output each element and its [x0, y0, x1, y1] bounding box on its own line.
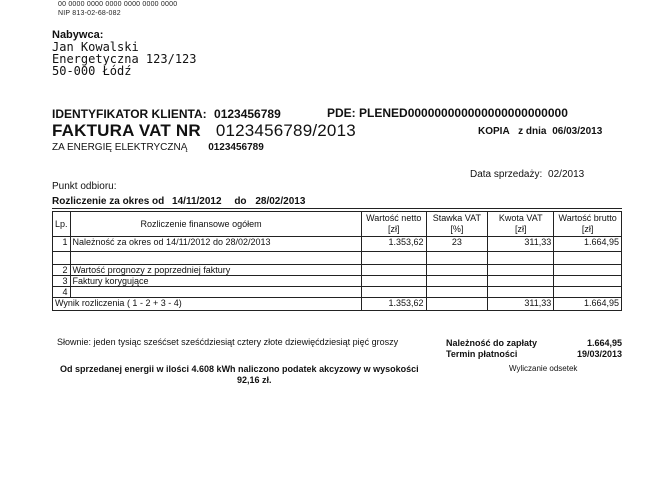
- header-kwota-unit: [zł]: [515, 224, 527, 234]
- interest-calculation-label: Wyliczanie odsetek: [509, 364, 578, 373]
- table-row: [53, 237, 622, 252]
- copy-date-row: [478, 126, 602, 137]
- row-netto: 1.353,62: [361, 237, 426, 252]
- copy-label: KOPIA: [478, 126, 510, 137]
- header-netto-unit: [zł]: [387, 224, 400, 234]
- row-lp: 3: [53, 276, 71, 287]
- billing-period-row: [52, 196, 305, 207]
- table-row: [53, 265, 622, 276]
- invoice-subject-row: [52, 142, 264, 153]
- header-netto-label: Wartość netto: [366, 213, 422, 223]
- pde-label: PDE:: [327, 106, 356, 120]
- header-kwota-label: Kwota VAT: [498, 213, 543, 223]
- invoice-subject-number: 0123456789: [208, 142, 264, 153]
- sale-date-row: [470, 169, 584, 180]
- period-divider: [52, 208, 622, 209]
- header-lp: Lp.: [53, 212, 71, 237]
- row-lp: 2: [53, 265, 71, 276]
- buyer-street: Energetyczna 123/123: [52, 52, 197, 66]
- header-stawka: [426, 212, 488, 237]
- row-netto: [361, 276, 426, 287]
- seller-nip: NIP 813-02-68-082: [58, 10, 121, 17]
- header-brutto-label: Wartość brutto: [558, 213, 617, 223]
- excise-note-line2: 92,16 zł.: [237, 375, 272, 385]
- header-stawka-unit: [%]: [450, 224, 464, 234]
- sale-date-value: 02/2013: [548, 169, 585, 180]
- payment-term-label: Termin płatności: [446, 349, 518, 359]
- header-brutto-unit: [zł]: [581, 224, 594, 234]
- row-desc: Faktury korygujące: [70, 276, 361, 287]
- amount-in-words: [57, 337, 398, 347]
- header-kwota: [488, 212, 554, 237]
- row-brutto: [554, 265, 622, 276]
- point-of-delivery-label: Punkt odbioru:: [52, 181, 117, 192]
- amount-in-words-label: Słownie:: [57, 337, 92, 347]
- row-stawka: [426, 287, 488, 298]
- period-to-label: do: [234, 196, 247, 207]
- buyer-city: 50-000 Łódź: [52, 64, 132, 78]
- pde-value: PLENED000000000000000000000000: [359, 106, 568, 120]
- summary-label: Wynik rozliczenia ( 1 - 2 + 3 - 4): [53, 298, 362, 311]
- client-id-value: 0123456789: [214, 107, 281, 121]
- seller-account-number: 00 0000 0000 0000 0000 0000 0000: [58, 1, 178, 8]
- amount-due-value: 1.664,95: [586, 338, 622, 348]
- row-kwota: [488, 276, 554, 287]
- row-desc: [70, 287, 361, 298]
- invoice-title: FAKTURA VAT NR: [52, 121, 201, 140]
- row-kwota: 311,33: [488, 237, 554, 252]
- row-stawka: [426, 265, 488, 276]
- summary-kwota: 311,33: [488, 298, 554, 311]
- row-netto: [361, 287, 426, 298]
- row-netto: [361, 265, 426, 276]
- period-label: Rozliczenie za okres od: [52, 196, 165, 207]
- header-brutto: [554, 212, 622, 237]
- summary-brutto: 1.664,95: [554, 298, 622, 311]
- row-brutto: [554, 276, 622, 287]
- row-desc: Wartość prognozy z poprzedniej faktury: [70, 265, 361, 276]
- client-id-row: [52, 107, 281, 121]
- row-lp: 4: [53, 287, 71, 298]
- pde-row: [327, 106, 568, 120]
- row-kwota: [488, 287, 554, 298]
- buyer-name: Jan Kowalski: [52, 40, 139, 54]
- excise-note-line1: Od sprzedanej energii w ilości 4.608 kWh naliczono podatek akcyzowy w wysokości: [60, 364, 419, 374]
- row-brutto: [554, 287, 622, 298]
- header-desc: Rozliczenie finansowe ogółem: [70, 212, 361, 237]
- invoice-title-row: [52, 121, 356, 141]
- financial-summary-table: [52, 211, 622, 311]
- table-summary-row: [53, 298, 622, 311]
- row-kwota: [488, 265, 554, 276]
- invoice-number: 0123456789/2013: [215, 121, 356, 140]
- invoice-date: 06/03/2013: [552, 126, 603, 137]
- period-to: 28/02/2013: [255, 196, 306, 207]
- table-row: [53, 276, 622, 287]
- invoice-subject: ZA ENERGIĘ ELEKTRYCZNĄ: [52, 142, 188, 153]
- summary-netto: 1.353,62: [361, 298, 426, 311]
- row-brutto: 1.664,95: [554, 237, 622, 252]
- row-stawka: [426, 276, 488, 287]
- row-desc: Należność za okres od 14/11/2012 do 28/02/2013: [70, 237, 361, 252]
- amount-due-label: Należność do zapłaty: [446, 338, 538, 348]
- header-stawka-label: Stawka VAT: [432, 213, 481, 223]
- sale-date-label: Data sprzedaży:: [470, 169, 543, 180]
- payment-term-value: 19/03/2013: [576, 349, 622, 359]
- buyer-label: Nabywca:: [52, 29, 104, 41]
- table-header-row: [53, 212, 622, 237]
- row-lp: 1: [53, 237, 71, 252]
- table-row: [53, 287, 622, 298]
- period-from: 14/11/2012: [172, 196, 222, 207]
- row-stawka: 23: [426, 237, 488, 252]
- summary-stawka: [426, 298, 488, 311]
- table-spacer-row: [53, 252, 622, 265]
- date-label: z dnia: [518, 126, 547, 137]
- client-id-label: IDENTYFIKATOR KLIENTA:: [52, 107, 207, 121]
- amount-in-words-value: jeden tysiąc sześćset sześćdziesiąt cztery złote dziewięćdziesiąt pięć groszy: [93, 337, 399, 347]
- header-netto: [361, 212, 426, 237]
